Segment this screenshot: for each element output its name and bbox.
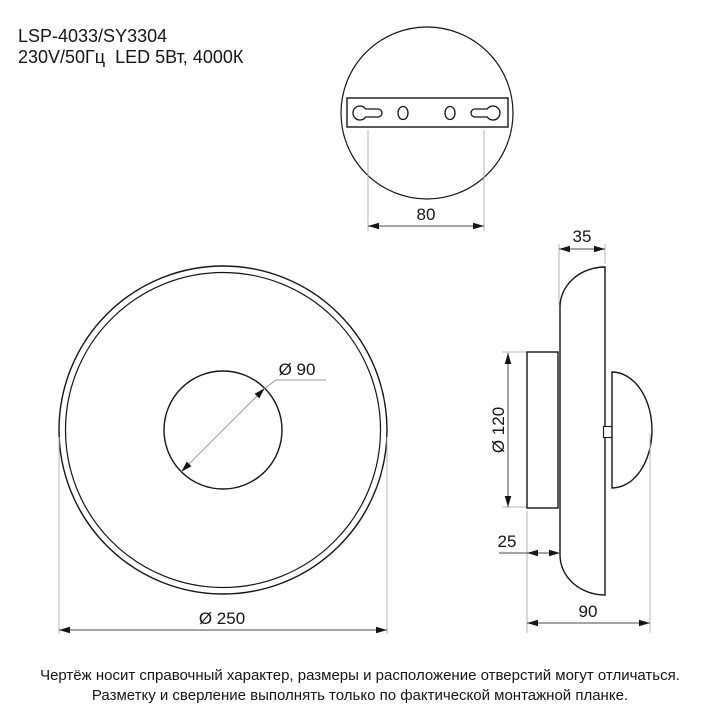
dim-label-body-depth: 35 bbox=[572, 227, 592, 246]
diffuser-dome-profile bbox=[612, 372, 652, 488]
dim-label-backplate-diameter: Ø 120 bbox=[489, 406, 508, 454]
front-view bbox=[59, 266, 387, 634]
keyhole-slot-right bbox=[471, 106, 500, 120]
mounting-plate-detail-view bbox=[341, 27, 513, 231]
dim-label-hole-spacing: 80 bbox=[416, 205, 436, 224]
detail-boundary-circle bbox=[341, 27, 513, 199]
dim-label-total-depth: 90 bbox=[578, 602, 598, 621]
dim-label-inner-diameter: Ø 90 bbox=[278, 360, 316, 379]
screw-hole-right bbox=[445, 107, 455, 120]
connector-tab bbox=[604, 427, 613, 438]
leader-line-inner-diameter bbox=[265, 380, 326, 388]
dim-label-backplate-depth: 25 bbox=[497, 532, 517, 551]
side-view bbox=[489, 227, 652, 633]
electrical-specs: 230V/50Гц LED 5Вт, 4000К bbox=[18, 47, 244, 67]
disclaimer bbox=[0, 666, 720, 706]
lamp-body-profile bbox=[560, 267, 605, 595]
keyhole-slot-left bbox=[353, 106, 382, 120]
disclaimer-line-1: Чертёж носит справочный характер, размеры и расположение отверстий могут отличаться. bbox=[40, 667, 680, 684]
dimension-line-inner-diameter bbox=[181, 388, 264, 471]
model-number: LSP-4033/SY3304 bbox=[18, 26, 168, 46]
disclaimer-line-2: Разметку и сверление выполнять только по фактической монтажной планке. bbox=[91, 687, 629, 704]
screw-hole-left bbox=[398, 107, 408, 120]
backplate-side bbox=[527, 352, 558, 508]
mounting-plate-front bbox=[347, 98, 508, 127]
dim-label-outer-diameter: Ø 250 bbox=[198, 609, 246, 628]
